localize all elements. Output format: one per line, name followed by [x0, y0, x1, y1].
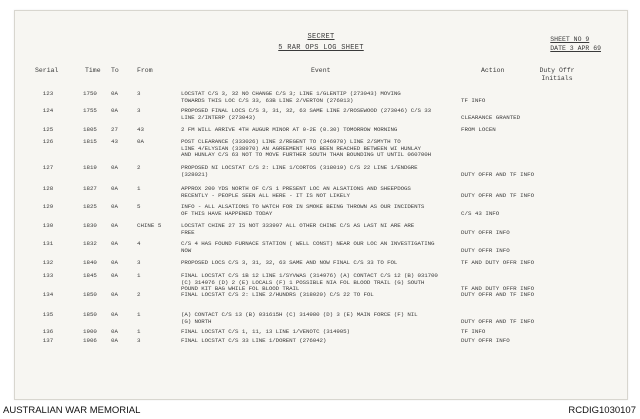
row-action: FROM LOCEN: [461, 126, 496, 133]
row-time: 1840: [83, 259, 97, 266]
row-event-line: INFO - ALL ALSATIONS TO WATCH FOR IN SMOKE BEING THROWN AS OUR INCIDENTS: [181, 204, 425, 210]
row-serial: 123: [42, 90, 54, 97]
row-from: 2: [137, 164, 141, 171]
row-event-line: FREE: [181, 229, 195, 236]
row-action: TF INFO: [461, 96, 486, 104]
row-to: 0A: [111, 164, 118, 171]
row-event-line: POUND KIT BAG WHILE FOL BLOOD TRAIL: [181, 286, 300, 293]
row-event: [181, 273, 471, 293]
row-from: 43: [137, 126, 144, 133]
row-serial: 127: [42, 164, 54, 171]
row-action: TF INFO: [461, 328, 486, 335]
row-serial: 124: [42, 107, 54, 114]
row-event: [181, 204, 471, 217]
row-event: [181, 329, 471, 336]
row-event-line: PROPOSED FINAL LOCS C/S 3, 31, 32, 63 SAME LINE 2/ROSEWOOD (273046) C/S 33: [181, 108, 432, 114]
row-event-line: TOWARDS THIS LOC C/S 33, 63B LINE 2/VERTON (276013): [181, 97, 354, 104]
row-event: [181, 260, 471, 267]
row-event-line: LINE 4/ELYSIAN (338970) AN AGREEMENT HAS BEEN REACHED BETWEEN WI HUNLAY: [181, 145, 421, 152]
row-to: 0A: [111, 291, 118, 298]
row-event: [181, 292, 471, 299]
row-event: [181, 165, 471, 178]
row-to: 43: [111, 138, 118, 145]
row-time: 1750: [83, 90, 97, 97]
row-event: [181, 127, 471, 134]
row-time: 1815: [83, 138, 97, 145]
row-to: 0A: [111, 328, 118, 335]
row-event-line: AND HUNLAY C/S 63 NOT TO MOVE FURTHER SOUTH THAN BOUNDING UT UNTIL 060700H: [181, 152, 432, 159]
row-action: DUTY OFFR AND TF INFO: [461, 317, 535, 325]
row-serial: 136: [42, 328, 54, 335]
row-from: 3: [137, 259, 141, 266]
row-event-line: POST CLEARANCE (333026) LINE 2/REGENT TO (346970) LINE 2/SMYTH TO: [181, 139, 401, 145]
row-event-line: LOCSTAT C/S 3, 32 NO CHANGE C/S 3; LINE 1/GLENTIP (273043) MOVING: [181, 91, 401, 97]
row-event-line: (328021): [181, 171, 209, 178]
row-event-line: NOW: [181, 247, 192, 254]
row-to: 0A: [111, 107, 118, 114]
row-time: 1827: [83, 185, 97, 192]
sheet-number: SHEET NO 9: [550, 36, 590, 43]
row-event-line: FINAL LOCSTAT C/S 33 LINE 1/DORENT (276042): [181, 338, 327, 344]
row-action: CLEARANCE GRANTED: [461, 113, 521, 121]
row-time: 1850: [83, 291, 97, 298]
col-to-header: To: [111, 67, 119, 74]
row-event: [181, 338, 471, 345]
row-action: DUTY OFFR AND TF INFO: [461, 170, 535, 178]
row-serial: 131: [42, 240, 54, 247]
row-event-line: FINAL LOCSTAT C/S 2: LINE 2/HUNDRS (318020) C/S 22 TO FOL: [181, 292, 374, 298]
row-event-line: LINE 2/INTERP (273043): [181, 114, 256, 121]
row-serial: 129: [42, 203, 54, 210]
row-to: 0A: [111, 90, 118, 97]
row-from: 1: [137, 328, 141, 335]
row-time: 1819: [83, 164, 97, 171]
row-time: 1805: [83, 126, 97, 133]
row-from: 3: [137, 337, 141, 344]
row-event-line: PROPOSED NI LOCSTAT C/S 2: LINE 1/CORTOS (318019) C/S 22 LINE 1/ENDGRE: [181, 165, 418, 171]
archive-footer: [0, 401, 640, 419]
row-event: [181, 186, 471, 199]
row-to: 0A: [111, 185, 118, 192]
row-event-line: OF THIS HAVE HAPPENED TODAY: [181, 210, 273, 217]
col-time-header: Time: [85, 67, 101, 74]
row-action: DUTY OFFR INFO: [461, 246, 510, 254]
row-action: C/S 43 INFO: [461, 209, 500, 217]
row-action: DUTY OFFR AND TF INFO: [461, 291, 535, 298]
row-to: 0A: [111, 311, 118, 318]
row-event-line: (G) NORTH: [181, 318, 212, 325]
row-event-line: C/S 4 HAS FOUND FURNACE STATION ( WELL CONST) NEAR OUR LOC AN INVESTIGATING: [181, 241, 435, 247]
row-from: 1: [137, 311, 141, 318]
row-from: 3: [137, 107, 141, 114]
row-event-line: (C) 314976 (D) 2 (E) LOCALS (F) 1 POSSIBLE NIA FOL BLOOD TRAIL (G) SOUTH: [181, 279, 425, 286]
footer-reference: RCDIG1030107: [568, 405, 636, 416]
row-time: 1825: [83, 203, 97, 210]
row-from: 5: [137, 203, 141, 210]
row-action: DUTY OFFR INFO: [461, 337, 510, 344]
row-from: 1: [137, 272, 141, 279]
col-duty-offr-header: Duty Offr Initials: [539, 67, 575, 82]
row-event-line: FINAL LOCSTAT C/S 1B 12 LINE 1/SYVWAS (314976) (A) CONTACT C/S 12 (B) 031700: [181, 273, 438, 279]
row-to: 0A: [111, 272, 118, 279]
sheet-name: 5 RAR OPS LOG SHEET: [278, 44, 364, 52]
row-to: 0A: [111, 222, 118, 229]
row-event-line: FINAL LOCSTAT C/S 1, 11, 13 LINE 1/VENOTC (314905): [181, 329, 350, 335]
row-serial: 134: [42, 291, 54, 298]
row-from: 4: [137, 240, 141, 247]
row-serial: 137: [42, 337, 54, 344]
row-event: [181, 91, 471, 104]
classification-label: SECRET: [307, 33, 335, 41]
row-event: [181, 108, 471, 121]
sheet-date: DATE 3 APR 69: [550, 45, 601, 52]
col-from-header: From: [137, 67, 153, 74]
col-event-header: Event: [311, 67, 331, 74]
row-from: 0A: [137, 138, 144, 145]
row-action: TF AND DUTY OFFR INFO: [461, 285, 535, 293]
row-action: TF AND DUTY OFFR INFO: [461, 259, 535, 266]
row-event: [181, 312, 471, 325]
row-from: 2: [137, 291, 141, 298]
row-time: 1832: [83, 240, 97, 247]
row-event-line: (A) CONTACT C/S 13 (B) 031615H (C) 314980 (D) 3 (E) MAIN FORCE (F) NIL: [181, 312, 418, 318]
row-event-line: APPROX 200 YDS NORTH OF C/S 1 PRESENT LOC AN ALSATIONS AND SHEEPDOGS: [181, 186, 411, 192]
col-serial-header: Serial: [35, 67, 59, 74]
row-serial: 128: [42, 185, 54, 192]
row-time: 1850: [83, 311, 97, 318]
row-time: 1845: [83, 272, 97, 279]
row-event-line: 2 FM WILL ARRIVE 4TH AUGUR MINOR AT 0-2E (0.30) TOMORROW MORNING: [181, 127, 398, 133]
col-action-header: Action: [481, 67, 505, 74]
row-serial: 135: [42, 311, 54, 318]
row-event: [181, 241, 471, 254]
row-to: 0A: [111, 337, 118, 344]
row-to: 0A: [111, 240, 118, 247]
row-from: 3: [137, 90, 141, 97]
row-event-line: PROPOSED LOCS C/S 3, 31, 32, 63 SAME AND NOW FINAL C/S 33 TO FOL: [181, 260, 398, 266]
row-to: 27: [111, 126, 118, 133]
row-event: [181, 139, 471, 159]
row-serial: 126: [42, 138, 54, 145]
row-event-line: LOCSTAT CHINE 27 IS NOT 333997 ALL OTHER CHINE C/S AS LAST NI ARE ARE: [181, 223, 415, 229]
row-to: 0A: [111, 203, 118, 210]
footer-institution: AUSTRALIAN WAR MEMORIAL: [3, 405, 141, 416]
row-to: 0A: [111, 259, 118, 266]
log-rows: [15, 11, 627, 399]
row-serial: 125: [42, 126, 54, 133]
row-time: 1900: [83, 328, 97, 335]
row-event: [181, 223, 471, 236]
row-from: CHINE 5: [137, 222, 162, 229]
row-time: 1906: [83, 337, 97, 344]
row-serial: 130: [42, 222, 54, 229]
log-sheet-paper: [14, 10, 628, 400]
row-event-line: RECENTLY - PEOPLE SEEN ALL HERE - IT IS NOT LIKELY: [181, 192, 350, 199]
row-action: DUTY OFFR INFO: [461, 228, 510, 236]
row-serial: 132: [42, 259, 54, 266]
row-action: DUTY OFFR AND TF INFO: [461, 191, 535, 199]
row-serial: 133: [42, 272, 54, 279]
row-from: 1: [137, 185, 141, 192]
row-time: 1830: [83, 222, 97, 229]
row-time: 1755: [83, 107, 97, 114]
